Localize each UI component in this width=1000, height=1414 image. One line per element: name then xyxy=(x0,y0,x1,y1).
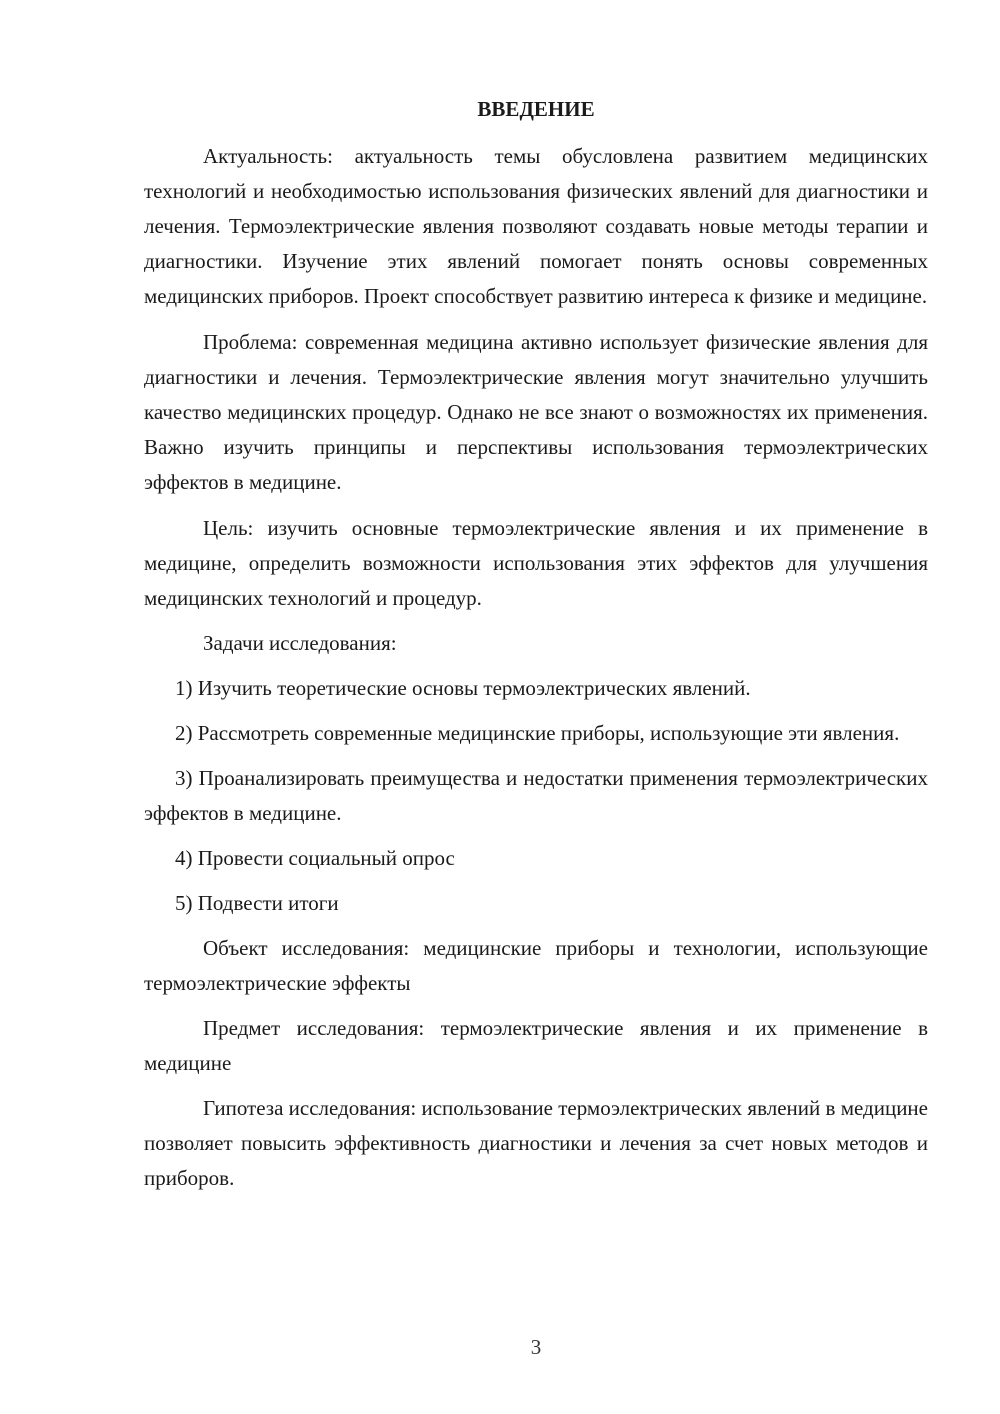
task-item-1: 1) Изучить теоретические основы термоэлектрических явлений. xyxy=(175,676,751,700)
task-item-2: 2) Рассмотреть современные медицинские приборы, использующие эти явления. xyxy=(175,721,900,745)
problem-paragraph: Проблема: современная медицина активно использует физические явления для диагностики и лечения. Термоэлектрические явления могут значительно улучшить качество медицинских процедур. Однако не все знают о возможностях их применения. Важно изучить принципы и перспективы использования термоэлектрических эффектов в медицине. xyxy=(144,330,928,494)
section-title: ВВЕДЕНИЕ xyxy=(477,97,595,121)
hypothesis-paragraph: Гипотеза исследования: использование термоэлектрических явлений в медицине позволяет повысить эффективность диагностики и лечения за счет новых методов и приборов. xyxy=(144,1096,928,1190)
task-item-4: 4) Провести социальный опрос xyxy=(175,846,455,870)
goal-paragraph: Цель: изучить основные термоэлектрические явления и их применение в медицине, определить возможности использования этих эффектов для улучшения медицинских технологий и процедур. xyxy=(144,516,928,610)
tasks-heading: Задачи исследования: xyxy=(203,631,397,655)
page-number: 3 xyxy=(530,1335,542,1359)
relevance-paragraph: Актуальность: актуальность темы обусловлена развитием медицинских технологий и необходимостью использования физических явлений для диагностики и лечения. Термоэлектрические явления позволяют создавать новые методы терапии и диагностики. Изучение этих явлений помогает понять основы современных медицинских приборов. Проект способствует развитию интереса к физике и медицине. xyxy=(144,144,928,308)
document-page xyxy=(144,92,928,1196)
task-item-3: 3) Проанализировать преимущества и недостатки применения термоэлектрических эффектов в медицине. xyxy=(144,766,928,825)
subject-paragraph: Предмет исследования: термоэлектрические явления и их применение в медицине xyxy=(144,1016,928,1075)
object-paragraph: Объект исследования: медицинские приборы и технологии, использующие термоэлектрические эффекты xyxy=(144,936,928,995)
task-item-5: 5) Подвести итоги xyxy=(175,891,339,915)
